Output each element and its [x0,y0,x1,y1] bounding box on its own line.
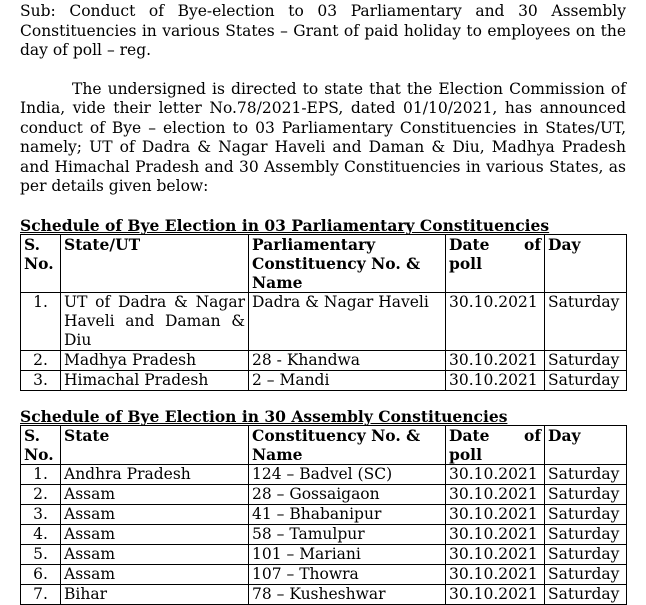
table-row: 4. Assam 58 – Tamulpur 30.10.2021 Saturday [21,524,627,544]
body-paragraph: The undersigned is directed to state that the Election Commission of India, vide their letter No.78/2021-EPS, dated 01/10/2021, has announced conduct of Bye – election to 03 Parliamentary Constituencies in States/UT, namely; UT of Dadra & Nagar Haveli and Daman & Diu, Madhya Pradesh and Himachal Pradesh and 30 Assembly Constituencies in various States, as per details given below: [20,79,626,195]
table-row: 6. Assam 107 – Thowra 30.10.2021 Saturday [21,564,627,584]
table-row: 1. Andhra Pradesh 124 – Badvel (SC) 30.10.2021 Saturday [21,464,627,484]
header-sno: S. No. [21,425,61,464]
table-row: 7. Bihar 78 – Kusheshwar 30.10.2021 Saturday [21,584,627,604]
table-row: 3. Himachal Pradesh 2 – Mandi 30.10.2021 Saturday [21,370,627,390]
header-day: Day [545,425,627,464]
header-constituency: Constituency No. & Name [249,425,446,464]
header-day: Day [545,234,627,292]
table-row: 3. Assam 41 – Bhabanipur 30.10.2021 Saturday [21,504,627,524]
table-row: 2. Madhya Pradesh 28 - Khandwa 30.10.2021 Saturday [21,350,627,370]
assembly-schedule-table [20,425,627,605]
parliamentary-table-caption: Schedule of Bye Election in 03 Parliamentary Constituencies [20,215,550,235]
assembly-table-caption: Schedule of Bye Election in 30 Assembly Constituencies [20,406,508,426]
table-row: 5. Assam 101 – Mariani 30.10.2021 Saturday [21,544,627,564]
subject-line: Sub: Conduct of Bye-election to 03 Parliamentary and 30 Assembly Constituencies in various States – Grant of paid holiday to employees on the day of poll – reg. [20,2,626,59]
header-sno: S. No. [21,234,61,292]
table-header-row [21,425,627,464]
parliamentary-schedule-table [20,234,627,391]
table-row: 1. UT of Dadra & Nagar Haveli and Daman & Diu Dadra & Nagar Haveli 30.10.2021 Saturday [21,292,627,350]
header-constituency: Parliamentary Constituency No. & Name [249,234,446,292]
table-row: 2. Assam 28 – Gossaigaon 30.10.2021 Saturday [21,484,627,504]
header-date: Date of poll [446,425,545,464]
header-state: State/UT [61,234,249,292]
table-header-row [21,234,627,292]
header-state: State [61,425,249,464]
header-date: Date of poll [446,234,545,292]
document-page [20,2,626,605]
